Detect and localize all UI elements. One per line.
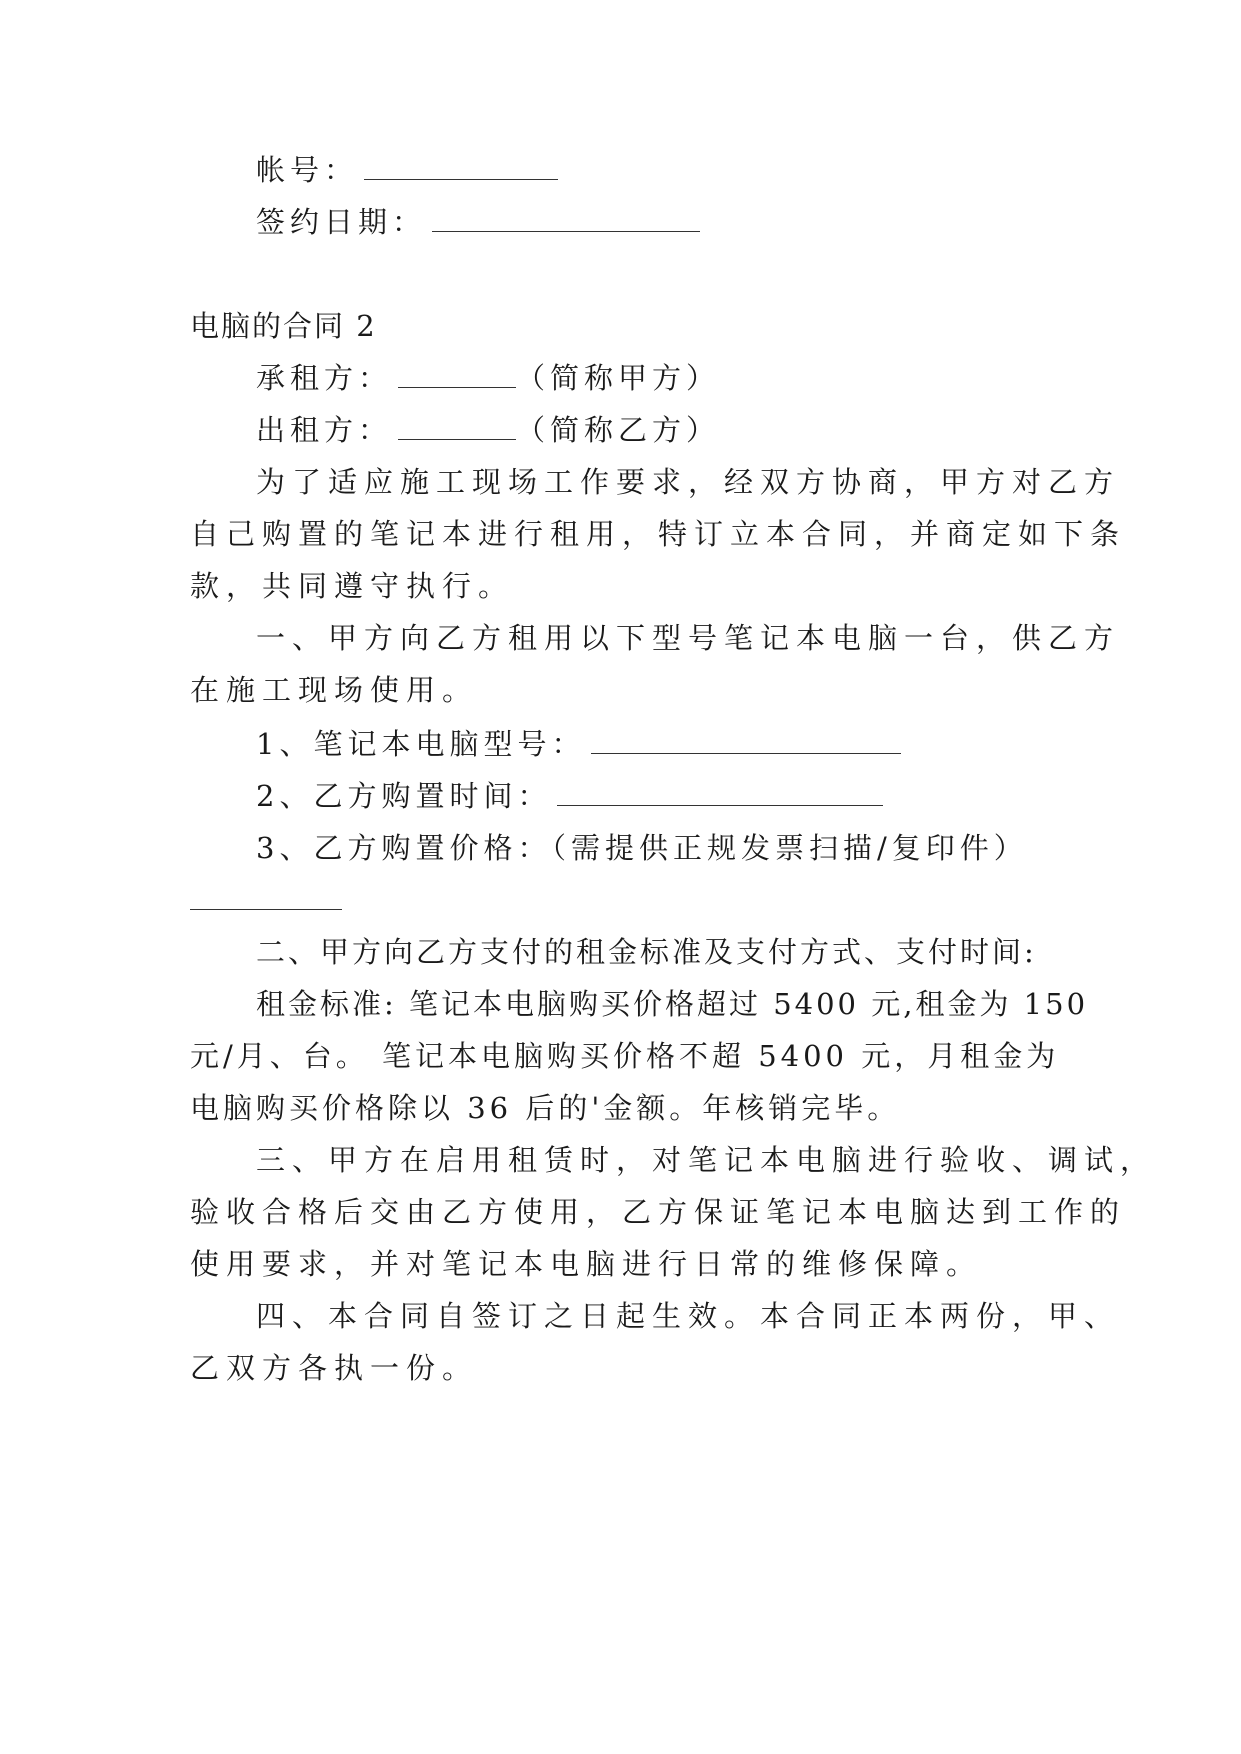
clause2-heading: 二、甲方向乙方支付的租金标准及支付方式、支付时间: (256, 935, 1037, 969)
rent-line-1: 租金标准: 笔记本电脑购买价格超过 5400 元,租金为 150 (256, 987, 1089, 1021)
clause3-line-1: 三、甲方在启用租赁时，对笔记本电脑进行验收、调试， (256, 1143, 1157, 1177)
lessor-line (256, 410, 720, 450)
rent-line-2: 元/月、台。 笔记本电脑购买价格不超 5400 元，月租金为 (190, 1039, 1060, 1073)
item2-blank[interactable] (557, 783, 883, 806)
item3-blank[interactable] (190, 887, 342, 910)
clause3-line-2: 验收合格后交由乙方使用，乙方保证笔记本电脑达到工作的 (190, 1195, 1127, 1229)
intro-line-3: 款，共同遵守执行。 (190, 569, 515, 603)
item2-label: 2、乙方购置时间： (256, 779, 552, 813)
clause4-line-2: 乙双方各执一份。 (190, 1351, 479, 1385)
item1-label: 1、笔记本电脑型号： (256, 727, 586, 761)
account-label: 帐号： (256, 153, 359, 187)
lessee-line (256, 358, 720, 398)
contract-title: 电脑的合同 2 (190, 309, 377, 343)
lessee-blank[interactable] (398, 365, 516, 388)
lessor-blank[interactable] (398, 417, 516, 440)
account-blank[interactable] (364, 157, 558, 180)
clause1-line-2: 在施工现场使用。 (190, 673, 479, 707)
item2-line (256, 776, 883, 816)
sign-date-blank[interactable] (432, 209, 700, 232)
lessee-label: 承租方： (256, 361, 393, 395)
clause3-line-3: 使用要求，并对笔记本电脑进行日常的维修保障。 (190, 1247, 983, 1281)
lessor-suffix: （简称乙方） (516, 413, 721, 447)
clause1-line-1: 一、甲方向乙方租用以下型号笔记本电脑一台，供乙方 (256, 621, 1121, 655)
item3-line: 3、乙方购置价格：（需提供正规发票扫描/复印件） (256, 831, 1028, 865)
lessor-label: 出租方： (256, 413, 393, 447)
sign-date-label: 签约日期： (256, 205, 427, 239)
rent-line-3: 电脑购买价格除以 36 后的'金额。年核销完毕。 (190, 1091, 901, 1125)
sign-date-line (256, 202, 700, 242)
item3-blank-line (190, 880, 342, 920)
intro-line-1: 为了适应施工现场工作要求，经双方协商，甲方对乙方 (256, 465, 1121, 499)
intro-line-2: 自己购置的笔记本进行租用，特订立本合同，并商定如下条 (190, 517, 1127, 551)
item1-line (256, 724, 901, 764)
account-line (256, 150, 558, 190)
lessee-suffix: （简称甲方） (516, 361, 721, 395)
item1-blank[interactable] (591, 731, 901, 754)
clause4-line-1: 四、本合同自签订之日起生效。本合同正本两份，甲、 (256, 1299, 1121, 1333)
